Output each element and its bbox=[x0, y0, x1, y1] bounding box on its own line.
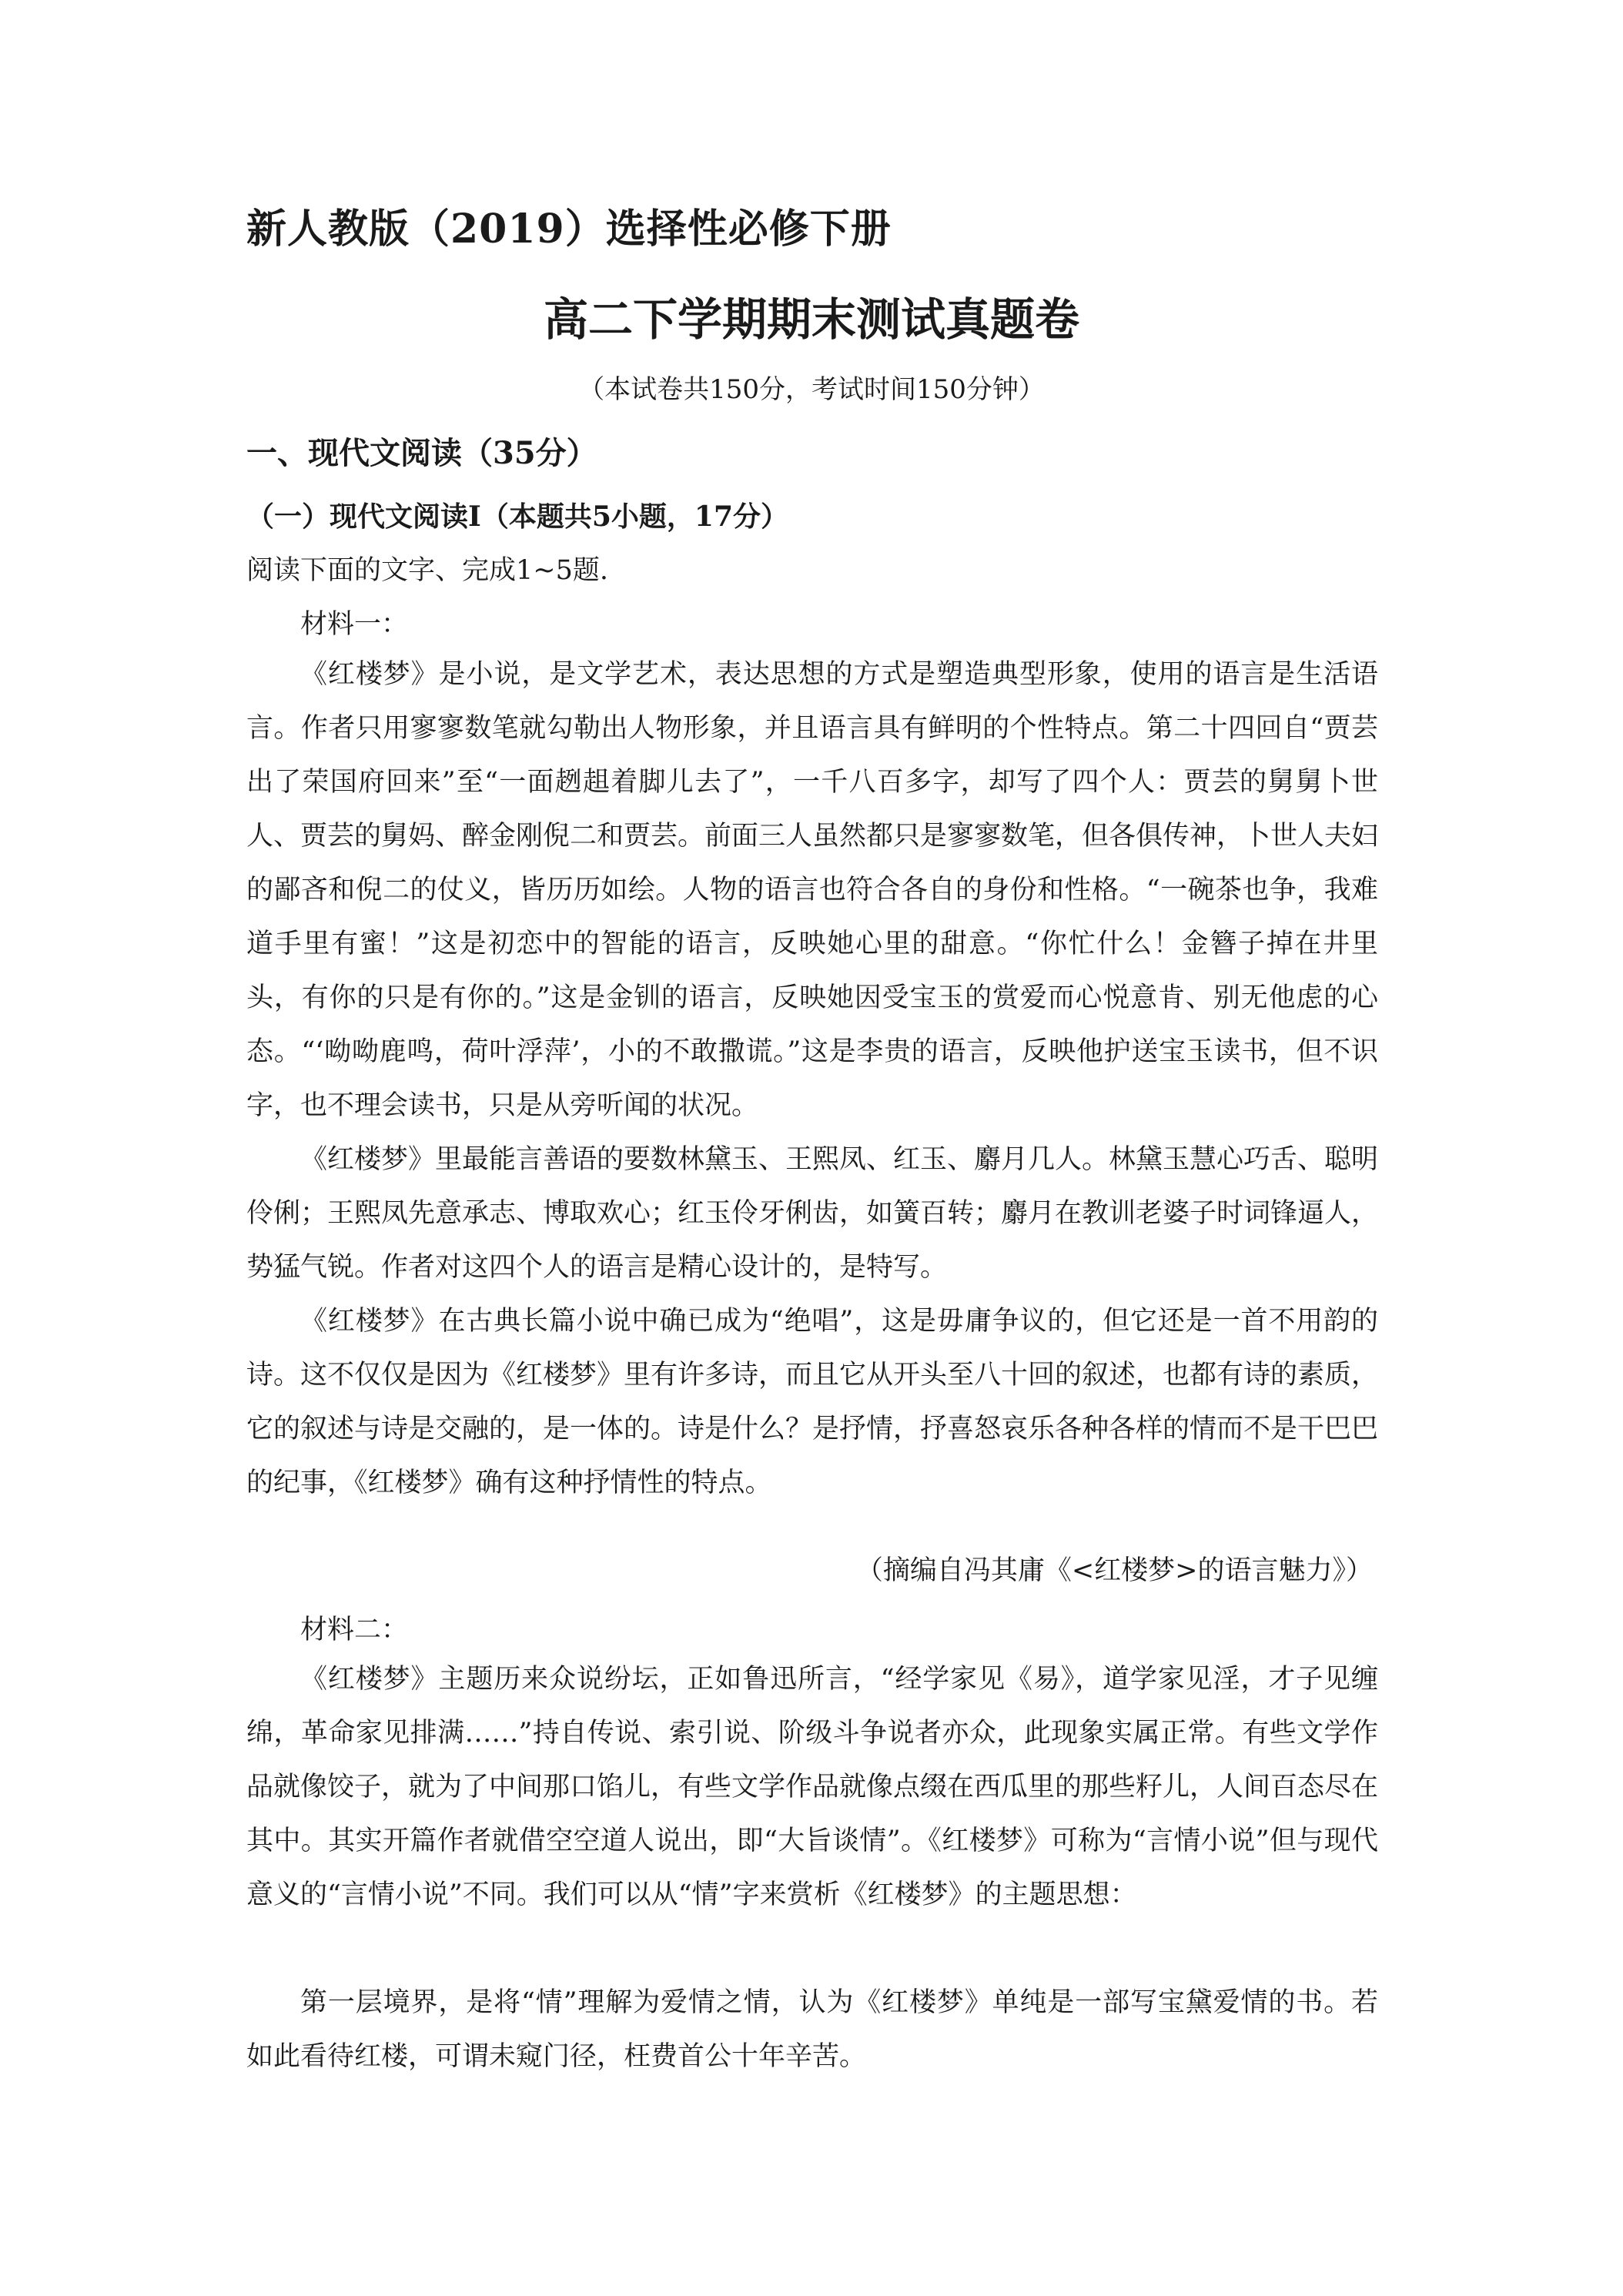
exam-title: 高二下学期期末测试真题卷 bbox=[543, 293, 1079, 346]
subsection-heading: （一）现代文阅读I（本题共5小题，17分） bbox=[246, 500, 788, 533]
material-two-paragraph: 《红楼梦》主题历来众说纷坛，正如鲁迅所言，“经学家见《易》，道学家见淫，才子见缠绵，革命家见排满……”持自传说、索引说、阶级斗争说者亦众，此现象实属正常。有些文学作品就像饺子，就为了中间那口馅儿，有些文学作品就像点缀在西瓜里的那些籽儿，人间百态尽在其中。其实开篇作者就借空空道人说出，即“大旨谈情”。《红楼梦》可称为“言情小说”但与现代意义的“言情小说”不同。我们可以从“情”字来赏析《红楼梦》的主题思想： bbox=[246, 1664, 1379, 1910]
textbook-edition-title: 新人教版（2019）选择性必修下册 bbox=[246, 206, 892, 253]
material-one-paragraph: 《红楼梦》里最能言善语的要数林黛玉、王熙凤、红玉、麝月几人。林黛玉慧心巧舌、聪明伶俐；王熙凤先意承志、博取欢心；红玉伶牙俐齿，如簧百转；麝月在教训老婆子时词锋逼人，势猛气锐。作者对这四个人的语言是精心设计的，是特写。 bbox=[246, 1144, 1379, 1283]
material-two-label: 材料二： bbox=[300, 1615, 409, 1645]
reading-instruction: 阅读下面的文字、完成1~5题. bbox=[246, 555, 608, 586]
material-one-source: （摘编自冯其庸《<红楼梦>的语言魅力》） bbox=[855, 1555, 1373, 1586]
material-one-paragraph: 《红楼梦》是小说，是文学艺术，表达思想的方式是塑造典型形象，使用的语言是生活语言。作者只用寥寥数笔就勾勒出人物形象，并且语言具有鲜明的个性特点。第二十四回自“贾芸出了荣国府回来”至“一面趔趄着脚儿去了”，一千八百多字，却写了四个人：贾芸的舅舅卜世人、贾芸的舅妈、醉金刚倪二和贾芸。前面三人虽然都只是寥寥数笔，但各俱传神，卜世人夫妇的鄙吝和倪二的仗义，皆历历如绘。人物的语言也符合各自的身份和性格。“一碗茶也争，我难道手里有蜜！”这是初恋中的智能的语言，反映她心里的甜意。“你忙什么！金簪子掉在井里头，有你的只是有你的。”这是金钏的语言，反映她因受宝玉的赏爱而心悦意肯、别无他虑的心态。“‘呦呦鹿鸣，荷叶浮萍’，小的不敢撒谎。”这是李贵的语言，反映他护送宝玉读书，但不识字，也不理会读书，只是从旁听闻的状况。 bbox=[246, 659, 1379, 1121]
exam-subtitle: （本试卷共150分，考试时间150分钟） bbox=[578, 374, 1045, 405]
material-one-paragraph: 《红楼梦》在古典长篇小说中确已成为“绝唱”，这是毋庸争议的，但它还是一首不用韵的诗。这不仅仅是因为《红楼梦》里有许多诗，而且它从开头至八十回的叙述，也都有诗的素质，它的叙述与诗是交融的，是一体的。诗是什么？是抒情，抒喜怒哀乐各种各样的情而不是干巴巴的纪事，《红楼梦》确有这种抒情性的特点。 bbox=[246, 1306, 1379, 1498]
material-two-paragraph: 第一层境界，是将“情”理解为爱情之情，认为《红楼梦》单纯是一部写宝黛爱情的书。若如此看待红楼，可谓未窥门径，枉费首公十年辛苦。 bbox=[246, 1987, 1378, 2072]
material-one-label: 材料一： bbox=[300, 609, 409, 640]
section-heading: 一、现代文阅读（35分） bbox=[246, 435, 597, 471]
